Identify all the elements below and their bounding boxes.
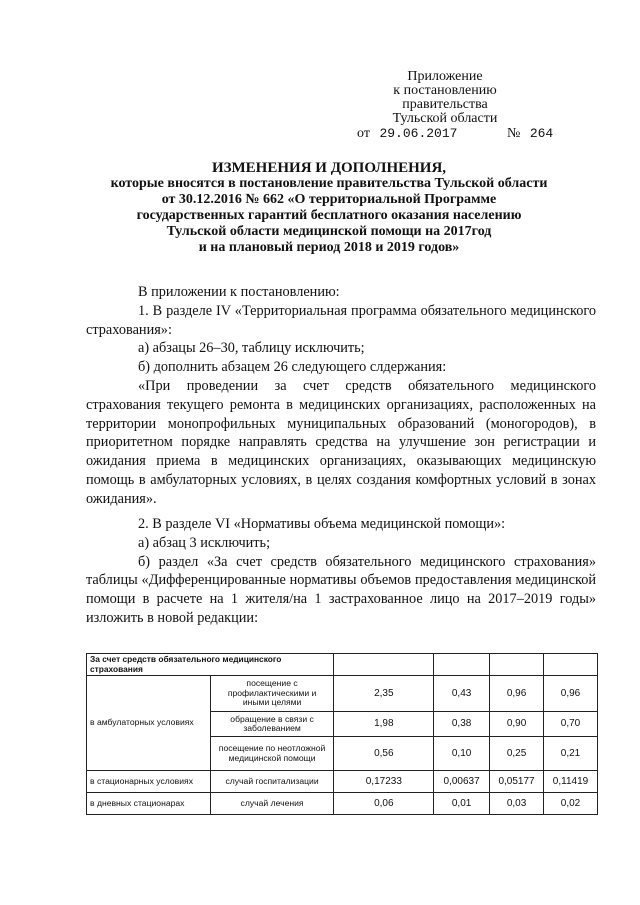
table-row bbox=[87, 676, 598, 712]
value-cell: 0,17233 bbox=[334, 771, 434, 793]
row-group-label: в дневных стационарах bbox=[87, 793, 211, 815]
value-cell: 0,10 bbox=[434, 737, 490, 771]
body-text-block-2 bbox=[86, 515, 596, 628]
paragraph: 2. В разделе VI «Нормативы объема медицинской помощи»: bbox=[138, 516, 506, 532]
value-cell: 0,38 bbox=[434, 712, 490, 737]
title-line: государственных гарантий бесплатного оказания населению bbox=[136, 208, 522, 223]
appendix-line-2: к постановлению правительства bbox=[393, 83, 497, 112]
row-group-label: в амбулаторных условиях bbox=[87, 676, 211, 771]
table-row bbox=[87, 771, 598, 793]
value-cell: 0,06 bbox=[334, 793, 434, 815]
value-cell: 0,25 bbox=[490, 737, 544, 771]
value-cell: 0,02 bbox=[544, 793, 598, 815]
value-cell: 0,96 bbox=[490, 676, 544, 712]
value-cell: 1,98 bbox=[334, 712, 434, 737]
paragraph: 1. В разделе IV «Территориальная программа обязательного медицинского страхования»: bbox=[86, 302, 596, 338]
title-line: которые вносятся в постановление правительства Тульской области bbox=[110, 176, 548, 191]
value-cell: 0,11419 bbox=[544, 771, 598, 793]
title-line: Тульской области медицинской помощи на 2017год bbox=[166, 224, 492, 239]
value-cell: 0,05177 bbox=[490, 771, 544, 793]
appendix-line-3: Тульской области bbox=[392, 111, 498, 126]
value-cell: 0,00637 bbox=[434, 771, 490, 793]
value-cell: 2,35 bbox=[334, 676, 434, 712]
unit-cell: посещение по неотложной медицинской помощи bbox=[210, 737, 334, 771]
title-line: ИЗМЕНЕНИЯ И ДОПОЛНЕНИЯ, bbox=[211, 160, 447, 176]
number-sign: № bbox=[506, 126, 521, 141]
value-cell: 0,56 bbox=[334, 737, 434, 771]
body-text-block-1 bbox=[86, 283, 596, 509]
appendix-line-1: Приложение bbox=[407, 69, 483, 84]
value-cell: 0,70 bbox=[544, 712, 598, 737]
title-line: от 30.12.2016 № 662 «О территориальной Программе bbox=[161, 192, 497, 207]
value-cell: 0,03 bbox=[490, 793, 544, 815]
unit-cell: обращение в связи с заболеванием bbox=[210, 712, 334, 737]
paragraph: В приложении к постановлению: bbox=[138, 284, 340, 300]
volume-norms-table bbox=[86, 653, 598, 815]
unit-cell: посещение с профилактическими и иными целями bbox=[210, 676, 334, 712]
value-cell: 0,43 bbox=[434, 676, 490, 712]
date-number-line bbox=[357, 126, 577, 142]
paragraph: б) дополнить абзацем 26 следующего слдержания: bbox=[138, 359, 447, 376]
value-cell: 0,90 bbox=[490, 712, 544, 737]
row-group-label: в стационарных условиях bbox=[87, 771, 211, 793]
number-value: 264 bbox=[529, 126, 554, 141]
paragraph: а) абзац 3 исключить; bbox=[138, 534, 271, 551]
date-value: 29.06.2017 bbox=[379, 126, 458, 141]
value-cell: 0,21 bbox=[544, 737, 598, 771]
paragraph: б) раздел «За счет средств обязательного медицинского страхования» таблицы «Дифференцированные нормативы объемов предоставления медицинской помощи в расчете на 1 жителя/на 1 застрахованное лицо на 2017–2019 годы» изложить в новой редакции: bbox=[86, 553, 596, 626]
table-header: За счет средств обязательного медицинского страхования bbox=[87, 654, 334, 676]
paragraph: а) абзацы 26–30, таблицу исключить; bbox=[138, 340, 365, 357]
date-prefix: от bbox=[357, 126, 370, 141]
paragraph: «При проведении за счет средств обязательного медицинского страхования текущего ремонта в медицинских организациях, расположенных на территории монопрофильных муниципальных образований (моногородов), в приоритетном порядке направлять средства на улучшение зон регистрации и ожидания приема в медицинских организациях, оказывающих медицинскую помощь в амбулаторных условиях, в целях создания комфортных условий в зонах ожидания». bbox=[86, 377, 596, 507]
table-row bbox=[87, 793, 598, 815]
document-title bbox=[86, 160, 572, 256]
title-line: и на плановый период 2018 и 2019 годов» bbox=[198, 240, 460, 255]
appendix-header bbox=[355, 70, 535, 126]
value-cell: 0,96 bbox=[544, 676, 598, 712]
unit-cell: случай лечения bbox=[210, 793, 334, 815]
unit-cell: случай госпитализации bbox=[210, 771, 334, 793]
value-cell: 0,01 bbox=[434, 793, 490, 815]
